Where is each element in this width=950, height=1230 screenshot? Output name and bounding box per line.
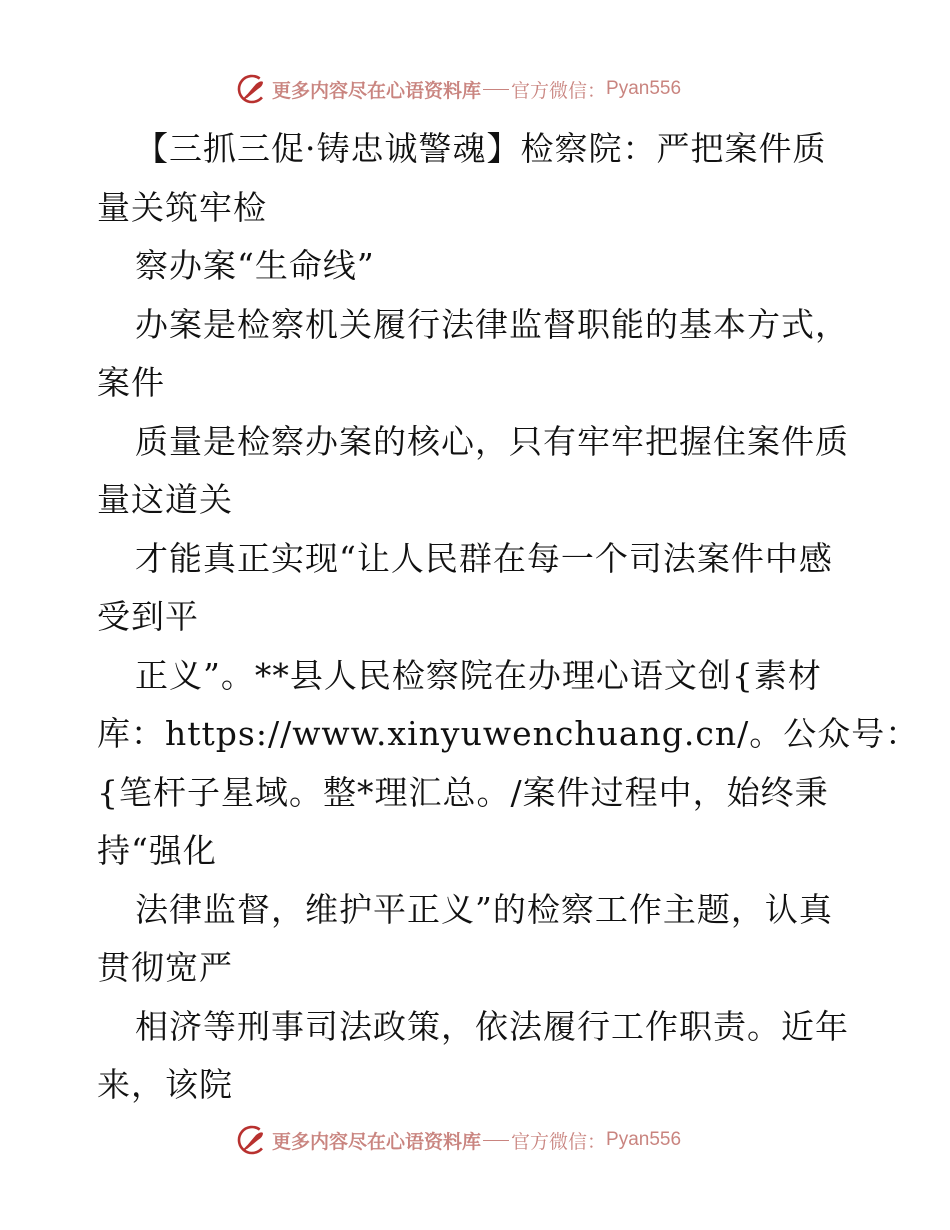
banner-dash [483,89,509,90]
body-line: 贯彻宽严 [97,948,233,987]
body-line: 持“强化 [97,831,217,870]
body-line: 受到平 [97,597,199,636]
body-line: 察办案“生命线” [135,246,375,285]
body-line: 量这道关 [97,480,233,519]
banner-wechat-id: Pyan556 [606,1129,682,1150]
body-line: 【三抓三促·铸忠诚警魂】检察院：严把案件质 [135,129,827,168]
body-line: 法律监督，维护平正义”的检察工作主题，认真 [135,889,833,929]
body-line: 案件 [97,363,165,402]
body-line: 库：https://www.xinyuwenchuang.cn/。公众号： [97,714,920,753]
body-line: 办案是检察机关履行法律监督职能的基本方式， [135,304,849,344]
banner-sub-text: 官方微信： [511,1130,607,1153]
document-body [97,120,920,1115]
banner-dash [483,1140,509,1141]
footer-banner [236,1123,681,1157]
body-line: {笔杆子星域。整*理汇总。/案件过程中，始终秉 [97,772,829,812]
quill-logo-icon [236,1124,268,1156]
body-line: 质量是检察办案的核心，只有牢牢把握住案件质 [135,421,849,461]
banner-wechat-id: Pyan556 [606,78,682,99]
banner-sub-text: 官方微信： [511,79,607,102]
banner-main-text: 更多内容尽在心语资料库 [272,79,482,102]
body-line: 正义”。**县人民检察院在办理心语文创{素材 [135,655,822,695]
header-banner [236,72,681,106]
body-line: 相济等刑事司法政策，依法履行工作职责。近年 [135,1006,849,1046]
body-line: 量关筑牢检 [97,187,267,227]
banner-main-text: 更多内容尽在心语资料库 [272,1130,482,1153]
body-line: 才能真正实现“让人民群在每一个司法案件中感 [135,538,833,578]
quill-logo-icon [236,73,268,105]
body-line: 来，该院 [97,1065,233,1104]
